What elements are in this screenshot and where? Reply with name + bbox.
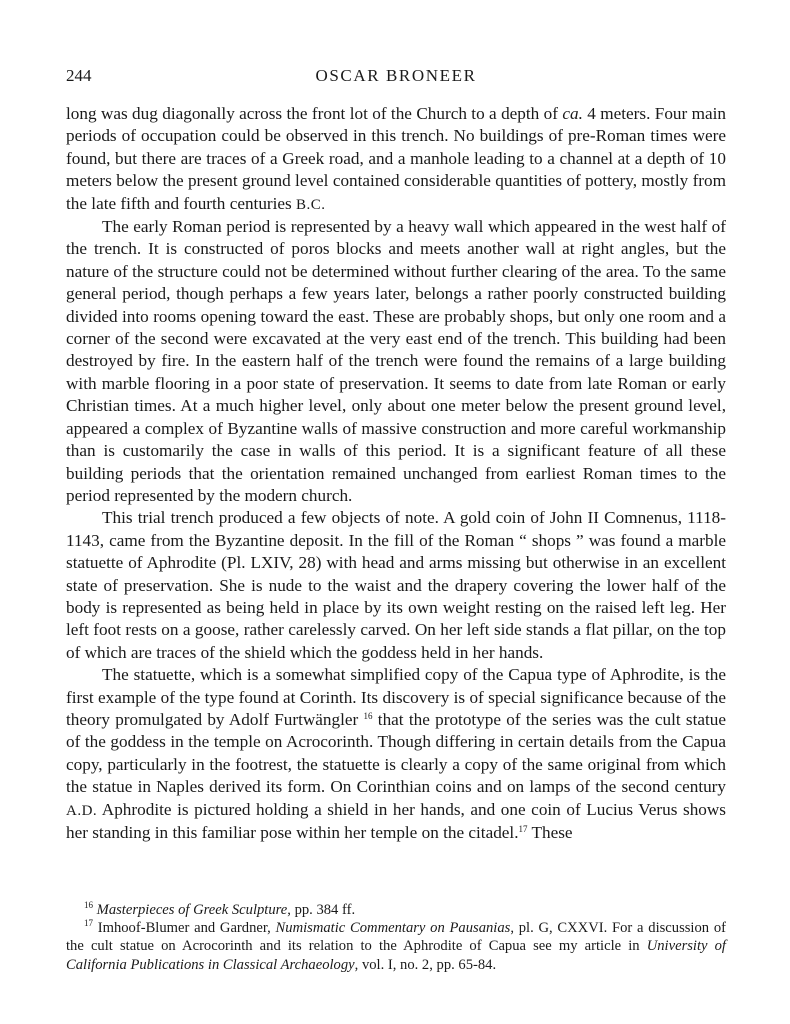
text-run: that the prototype of the series was the cult statue of the goddess in the temple on Acrocorinth. Though differing in certain details from the Capua copy, particularly in the footrest, the statuette is clearly a copy of the same original from which the statue in Naples derived its form. On Corinthian coins and on lamps of the second century bbox=[66, 709, 727, 797]
footnote-17 bbox=[66, 919, 726, 974]
text-run: , pl. G, CXXVI. For a discussion of the cult statue on Acrocorinth and its relation to the Aphrodite of Capua see my article in bbox=[66, 920, 726, 955]
italic-run: Numismatic Commentary on Pausanias bbox=[275, 920, 511, 937]
footnote-ref: 16 bbox=[84, 900, 93, 910]
text-run: This trial trench produced a few objects of note. A gold coin of John II Comnenus, 1118-1143, came from the Byzantine deposit. In the fill of the Roman “ shops ” was found a marble statuette of Aphrodite (Pl. LXIV, 28) with head and arms missing but otherwise in an excellent state of preservation. She is nude to the waist and the drapery covering the lower half of the body is represented as being held in place by its own weight resting on the raised left leg. Her left foot rests on a goose, rather carelessly carved. On her left side stands a flat pillar, on the top of which are traces of the shield which the goddess held in her hands. bbox=[66, 508, 726, 662]
text-run: long was dug diagonally across the front lot of the Church to a depth of bbox=[66, 104, 563, 123]
body-text bbox=[66, 103, 726, 844]
page-header bbox=[66, 66, 726, 90]
text-run: The early Roman period is represented by a heavy wall which appeared in the west half of the trench. It is constructed of poros blocks and meets another wall at right angles, but the nature of the structure could not be determined without further clearing of the area. To the same general period, though perhaps a few years later, belongs a rather poorly constructed building divided into rooms opening toward the east. These are probably shops, but only one room and a corner of the second were excavated at the very east end of the trench. This building had been destroyed by fire. In the eastern half of the trench were found the remains of a large building with marble flooring in a poor state of preservation. It seems to date from late Roman or early Christian times. At a much higher level, only about one meter below the present ground level, appeared a complex of Byzantine walls of massive construction and more careful workmanship than is customarily the case in walls of this period. It is a significant feature of all these building periods that the orientation remained unchanged from earliest Roman times to the period represented by the modern church. bbox=[66, 217, 726, 505]
text-run: , vol. I, no. 2, pp. 65-84. bbox=[354, 956, 497, 973]
paragraph-4 bbox=[66, 664, 726, 844]
page-number: 244 bbox=[66, 66, 92, 85]
footnotes bbox=[66, 901, 726, 974]
italic-run: Masterpieces of Greek Sculpture bbox=[96, 902, 288, 918]
italic-run: University of California Publications in Classical Archaeology bbox=[66, 938, 726, 973]
small-caps-run: B.C. bbox=[296, 196, 326, 213]
text-run: These bbox=[527, 823, 573, 842]
footnote-16 bbox=[66, 901, 726, 919]
italic-run: ca. bbox=[562, 104, 583, 123]
text-run: Aphrodite is pictured holding a shield in her hands, and one coin of Lucius Verus shows her standing in this familiar pose within her temple on the citadel. bbox=[66, 799, 726, 842]
paragraph-2 bbox=[66, 216, 726, 507]
small-caps-run: A.D. bbox=[66, 802, 98, 819]
footnote-ref: 16 bbox=[363, 710, 373, 721]
text-run: , pp. 384 ff. bbox=[287, 902, 356, 918]
text-run: Imhoof-Blumer and Gardner, bbox=[93, 920, 276, 937]
footnote-ref: 17 bbox=[518, 824, 528, 834]
paragraph-3 bbox=[66, 507, 726, 664]
footnote-ref: 17 bbox=[84, 918, 93, 929]
text-run: The statuette, which is a somewhat simplified copy of the Capua type of Aphrodite, is the first example of the type found at Corinth. Its discovery is of special significance because of the theory promulgated by Adolf Furtwängler bbox=[66, 665, 726, 729]
text-run: 4 meters. Four main periods of occupation could be observed in this trench. No buildings of pre-Roman times were found, but there are traces of a Greek road, and a manhole leading to a channel at a depth of 10 meters below the present ground level contained considerable quantities of pottery, mostly from the late fifth and fourth centuries bbox=[66, 104, 726, 213]
paragraph-1 bbox=[66, 103, 726, 216]
running-head: OSCAR BRONEER bbox=[315, 66, 477, 85]
